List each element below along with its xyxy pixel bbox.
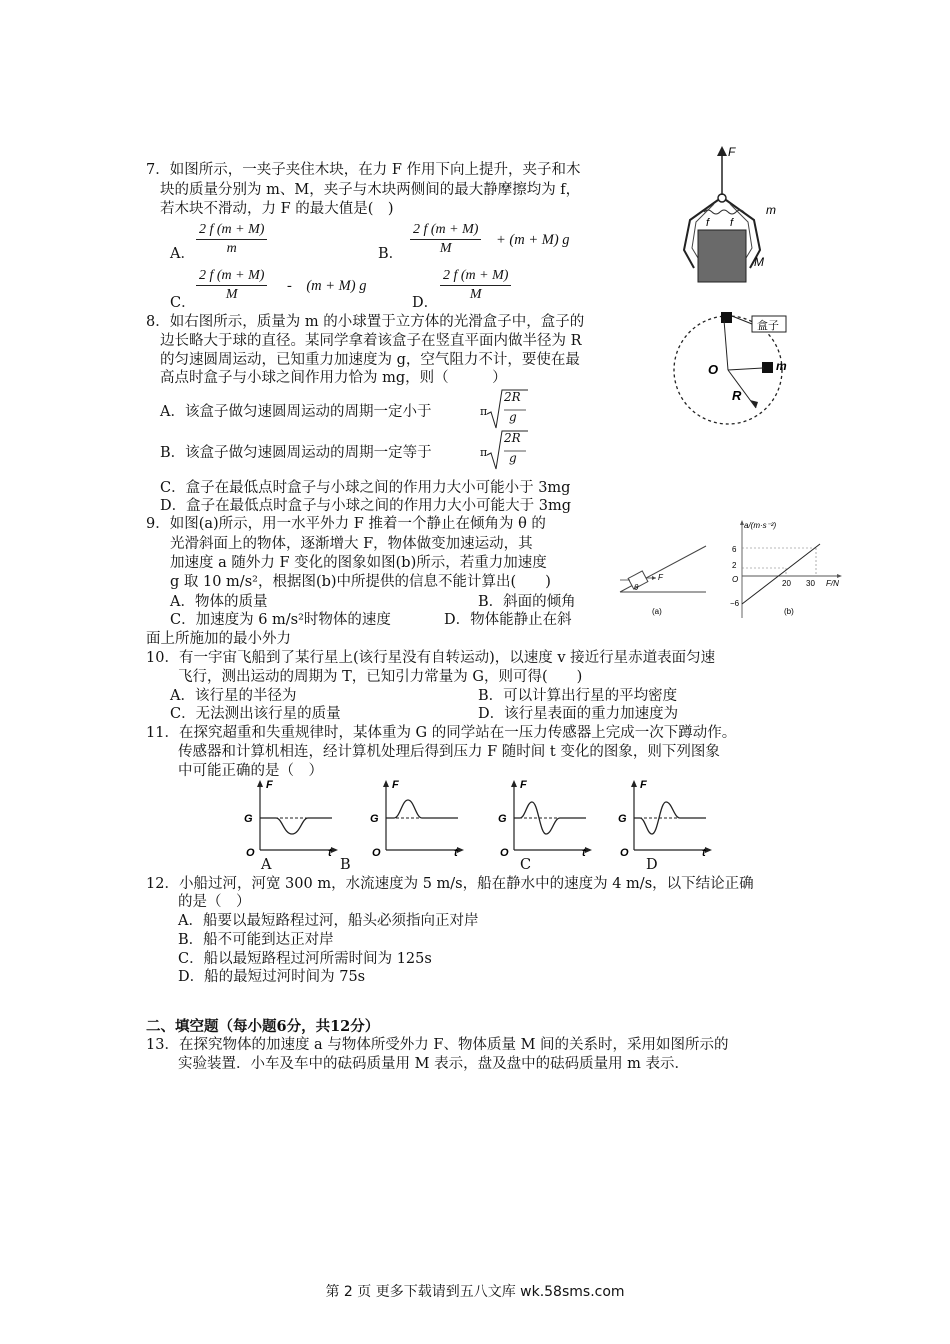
q9-fig-caption-b: (b) [784,607,794,616]
q10-option-d: D．该行星表面的重力加速度为 [478,706,679,722]
q8-option-d: D．盒子在最低点时盒子与小球之间的作用力大小可能大于 3mg [160,498,571,514]
q8-stem-line3: 的匀速圆周运动，已知重力加速度为 g，空气阻力不计，要使在最 [160,352,580,368]
q7-option-a-fraction [196,221,267,258]
q12-option-c: C．船以最短路程过河所需时间为 125s [178,951,432,967]
q8-option-a-rad-den: g [509,410,517,424]
q8-fig-box-label: 盒子 [757,320,779,332]
q11-label-b: B [340,857,351,873]
q9-incline-figure [616,540,708,620]
q9-stem-line3: 加速度 a 随外力 F 变化的图象如图(b)所示，若重力加速度 [170,555,547,571]
q8-stem-line2: 边长略大于球的直径。某同学拿着该盒子在竖直平面内做半径为 R [160,333,582,349]
q8-stem-line1: 8．如右图所示，质量为 m 的小球置于立方体的光滑盒子中，盒子的 [146,314,585,330]
q10-stem-line2: 飞行，测出运动的周期为 T，已知引力常量为 G，则可得( ) [178,669,583,685]
q11-graph-a-G: G [244,813,253,825]
q9-stem-line2: 光滑斜面上的物体，逐渐增大 F，物体做变加速运动，其 [170,536,533,552]
q7-option-c-numerator: 2 f (m + M) [196,267,267,286]
q11-label-d: D [646,857,658,873]
q11-graph-b-F: F [392,779,399,791]
q7-option-b-denominator: M [439,241,452,256]
q11-graph-b [370,779,464,858]
q11-graph-d-F: F [640,779,647,791]
q11-label-c: C [520,857,532,873]
q7-option-c-denominator: M [225,287,238,302]
q11-graph-a-O: O [246,847,255,858]
q8-option-a-pi: π [480,405,488,418]
q11-graph-c-t: t [582,847,586,858]
q11-graph-c-G: G [498,813,507,825]
q7-stem-line1: 7．如图所示，一夹子夹住木块，在力 F 作用下向上提升，夹子和木 [146,162,581,178]
q7-clamp-figure [670,140,790,286]
q9-fig-a-F-line [742,544,820,604]
q10-option-c: C．无法测出该行星的质量 [170,706,341,722]
q9-stem-line1: 9．如图(a)所示，用一水平外力 F 推着一个静止在倾角为 θ 的 [146,516,546,532]
q9-option-a: A．物体的质量 [170,594,268,610]
q11-graph-a-t: t [328,847,332,858]
q11-graph-c [498,779,592,858]
q7-option-d-fraction [440,267,511,304]
q13-stem-line1: 13．在探究物体的加速度 a 与物体所受外力 F、物体质量 M 间的关系时，采用如图所示的 [146,1037,729,1053]
q11-graph-c-F: F [520,779,527,791]
q11-stem-line2: 传感器和计算机相连，经计算机处理后得到压力 F 随时间 t 变化的图象，则下列图象 [178,744,720,760]
q12-stem-line1: 12．小船过河，河宽 300 m，水流速度为 5 m/s，船在静水中的速度为 4 m/s，以下结论正确 [146,876,754,892]
q7-fig-m-label: m [766,203,776,217]
q7-fig-force-label: F [728,145,736,159]
q7-option-d-label: D． [412,295,439,311]
q7-fig-M-label: M [754,255,764,269]
q9-fig-theta-label: θ [634,583,639,592]
q9-fig-tick-20: 20 [782,579,791,588]
q7-stem-line2: 块的质量分别为 m、M，夹子与木块两侧间的最大静摩擦均为 f， [160,182,581,198]
q9-fig-tick-neg6: −6 [730,599,740,608]
q7-fig-friction-right: f [730,217,734,229]
q13-stem-line2: 实验装置．小车及车中的砝码质量用 M 表示，盘及盘中的砝码质量用 m 表示． [178,1056,690,1072]
q11-graph-d [618,779,712,858]
q8-option-c: C．盒子在最低点时盒子与小球之间的作用力大小可能小于 3mg [160,480,571,496]
q8-stem-line4: 高点时盒子与小球之间作用力恰为 mg，则（ ） [160,370,507,386]
q9-option-d-continued: 面上所施加的最小外力 [146,631,291,647]
q11-graph-d-O: O [620,847,629,858]
q11-graph-d-t: t [702,847,706,858]
q12-option-d: D．船的最短过河时间为 75s [178,969,366,985]
q11-graph-a-F: F [266,779,273,791]
q9-option-d: D．物体能静止在斜 [444,612,572,628]
q9-fig-caption-a: (a) [652,607,662,616]
q11-graph-b-G: G [370,813,379,825]
q12-stem-line2: 的是（ ） [178,894,251,910]
q7-option-c-tail: - (m + M) g [287,278,367,294]
q7-option-b-label: B． [378,246,404,262]
q9-fig-tick-6: 6 [732,545,737,554]
q7-option-d-denominator: M [469,287,482,302]
q11-graphs [236,776,716,858]
q12-option-b: B．船不可能到达正对岸 [178,932,334,948]
q8-option-b: B．该盒子做匀速圆周运动的周期一定等于 [160,445,432,461]
q7-option-a-denominator: m [226,241,237,256]
q8-option-b-rad-den: g [509,451,517,465]
q8-option-a: A．该盒子做匀速圆周运动的周期一定小于 [160,404,432,420]
q12-option-a: A．船要以最短路程过河，船头必须指向正对岸 [178,913,479,929]
q7-option-b-fraction [410,221,481,258]
q11-graph-b-t: t [454,847,458,858]
q11-label-a: A [261,857,272,873]
q8-circle-figure [672,300,798,442]
q7-option-c-fraction [196,267,267,304]
q9-fig-x-axis-label: F/N [826,579,839,588]
q9-fig-force-label: F [658,573,663,582]
q7-option-c-label: C． [170,295,196,311]
q10-stem-line1: 10．有一宇宙飞船到了某行星上(该行星没有自转运动)，以速度 v 接近行星赤道表面匀速 [146,650,716,666]
q8-option-b-rad-num: 2R [504,431,521,445]
q9-fig-tick-30: 30 [806,579,815,588]
q10-option-b: B．可以计算出行星的平均密度 [478,688,678,704]
q8-fig-m-label: m [776,359,787,373]
q11-graph-d-G: G [618,813,627,825]
q11-graph-c-O: O [500,847,509,858]
q11-graph-b-O: O [372,847,381,858]
q7-option-d-numerator: 2 f (m + M) [440,267,511,286]
q9-fig-tick-2: 2 [732,561,737,570]
q9-fig-y-axis-label: a/(m·s⁻²) [744,521,777,530]
section-fill-in-title: 二、填空题（每小题6分，共12分） [146,1018,380,1035]
q8-option-b-pi: π [480,446,488,459]
q9-option-c: C．加速度为 6 m/s²时物体的速度 [170,612,391,628]
q8-option-a-rad-num: 2R [504,390,521,404]
q7-option-a-label: A． [170,246,195,262]
q9-option-b: B．斜面的倾角 [478,594,576,610]
q9-a-F-graph [726,514,852,622]
q7-option-b-numerator: 2 f (m + M) [410,221,481,240]
page-footer: 第 2 页 更多下载请到五八文库 wk.58sms.com [325,1284,625,1300]
q7-option-b-tail: + (m + M) g [496,232,570,248]
q11-graph-a [244,779,338,858]
q11-stem-line3: 中可能正确的是（ ） [178,763,323,779]
q7-option-a-numerator: 2 f (m + M) [196,221,267,240]
q8-fig-R-label: R [732,388,742,403]
q8-fig-O-label: O [708,362,719,377]
q9-fig-origin: O [732,575,739,584]
q7-stem-line3: 若木块不滑动，力 F 的最大值是( ) [160,201,394,217]
q9-stem-line4: g 取 10 m/s²，根据图(b)中所提供的信息不能计算出( ) [170,574,551,590]
q11-stem-line1: 11．在探究超重和失重规律时，某体重为 G 的同学站在一压力传感器上完成一次下蹲动作。 [146,725,737,741]
q7-fig-friction-left: f [706,217,710,229]
q10-option-a: A．该行星的半径为 [170,688,297,704]
